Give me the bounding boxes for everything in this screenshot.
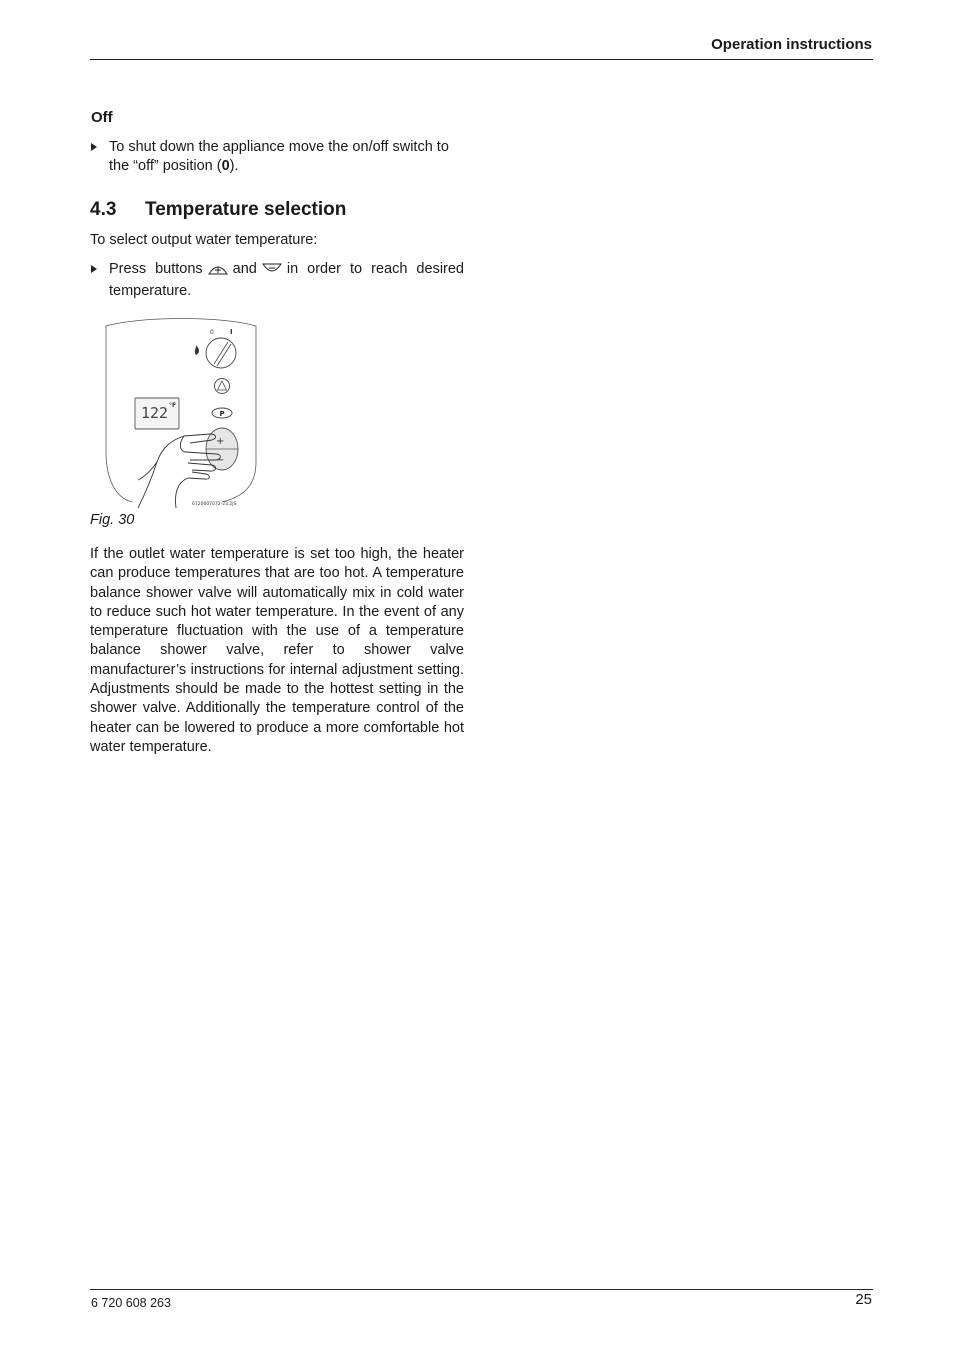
off-bullet-end: ). [229,158,239,175]
bullet-arrow-icon [91,143,97,151]
plus-button-icon [208,262,228,282]
program-label: P [219,410,225,418]
display-value: 122 [141,404,169,422]
flame-icon [195,345,199,355]
header-rule [90,59,873,60]
press-buttons-bullet [90,260,464,302]
program-button-icon [212,408,232,418]
reach-temperature-text: in order to reach desired temperature. [109,261,464,300]
body-paragraph: If the outlet water temperature is set too high, the heater can produce temperatures that are too hot. A temperature balance shower valve will automatically mix in cold water to reduce such hot water temperature. In the event of any temperature fluctuation with the use of a temperature balance shower valve, refer to shower valve manufacturer’s instructions for internal adjustment setting. Adjustments should be made to the hottest setting in the shower valve. Additionally the temperature control of the heater can be lowered to produce a more comfortable hot water temperature. [90,546,464,755]
and-text: and [232,261,257,277]
minus-button-icon [262,262,282,282]
control-panel-figure [102,312,262,512]
figure-code: 6720607072-23.2JS [192,502,237,507]
section-intro: To select output water temperature: [90,232,318,248]
document-number: 6 720 608 263 [91,1296,171,1310]
bullet-arrow-icon [91,265,97,273]
panel-outline [106,319,256,503]
off-position-value: 0 [221,158,230,175]
switch-off-label: 0 [210,329,214,336]
switch-on-label: I [230,328,233,336]
section-heading [90,199,346,221]
off-heading: Off [91,109,113,126]
section-number: 4.3 [90,199,117,220]
off-bullet-text: To shut down the appliance move the on/off switch to the “off” position ( [109,139,449,175]
running-header: Operation instructions [711,36,872,53]
display-unit: °F [169,402,177,409]
page-number: 25 [855,1291,872,1308]
warning-reset-icon [215,379,230,394]
press-buttons-text: Press buttons [109,261,203,277]
figure-caption: Fig. 30 [90,512,135,528]
off-bullet [90,138,464,177]
section-title: Temperature selection [145,199,347,220]
temperature-display [135,398,179,429]
plus-symbol: + [216,436,225,447]
footer-rule [90,1289,873,1290]
on-off-knob [206,338,236,368]
minus-symbol: − [216,455,225,466]
